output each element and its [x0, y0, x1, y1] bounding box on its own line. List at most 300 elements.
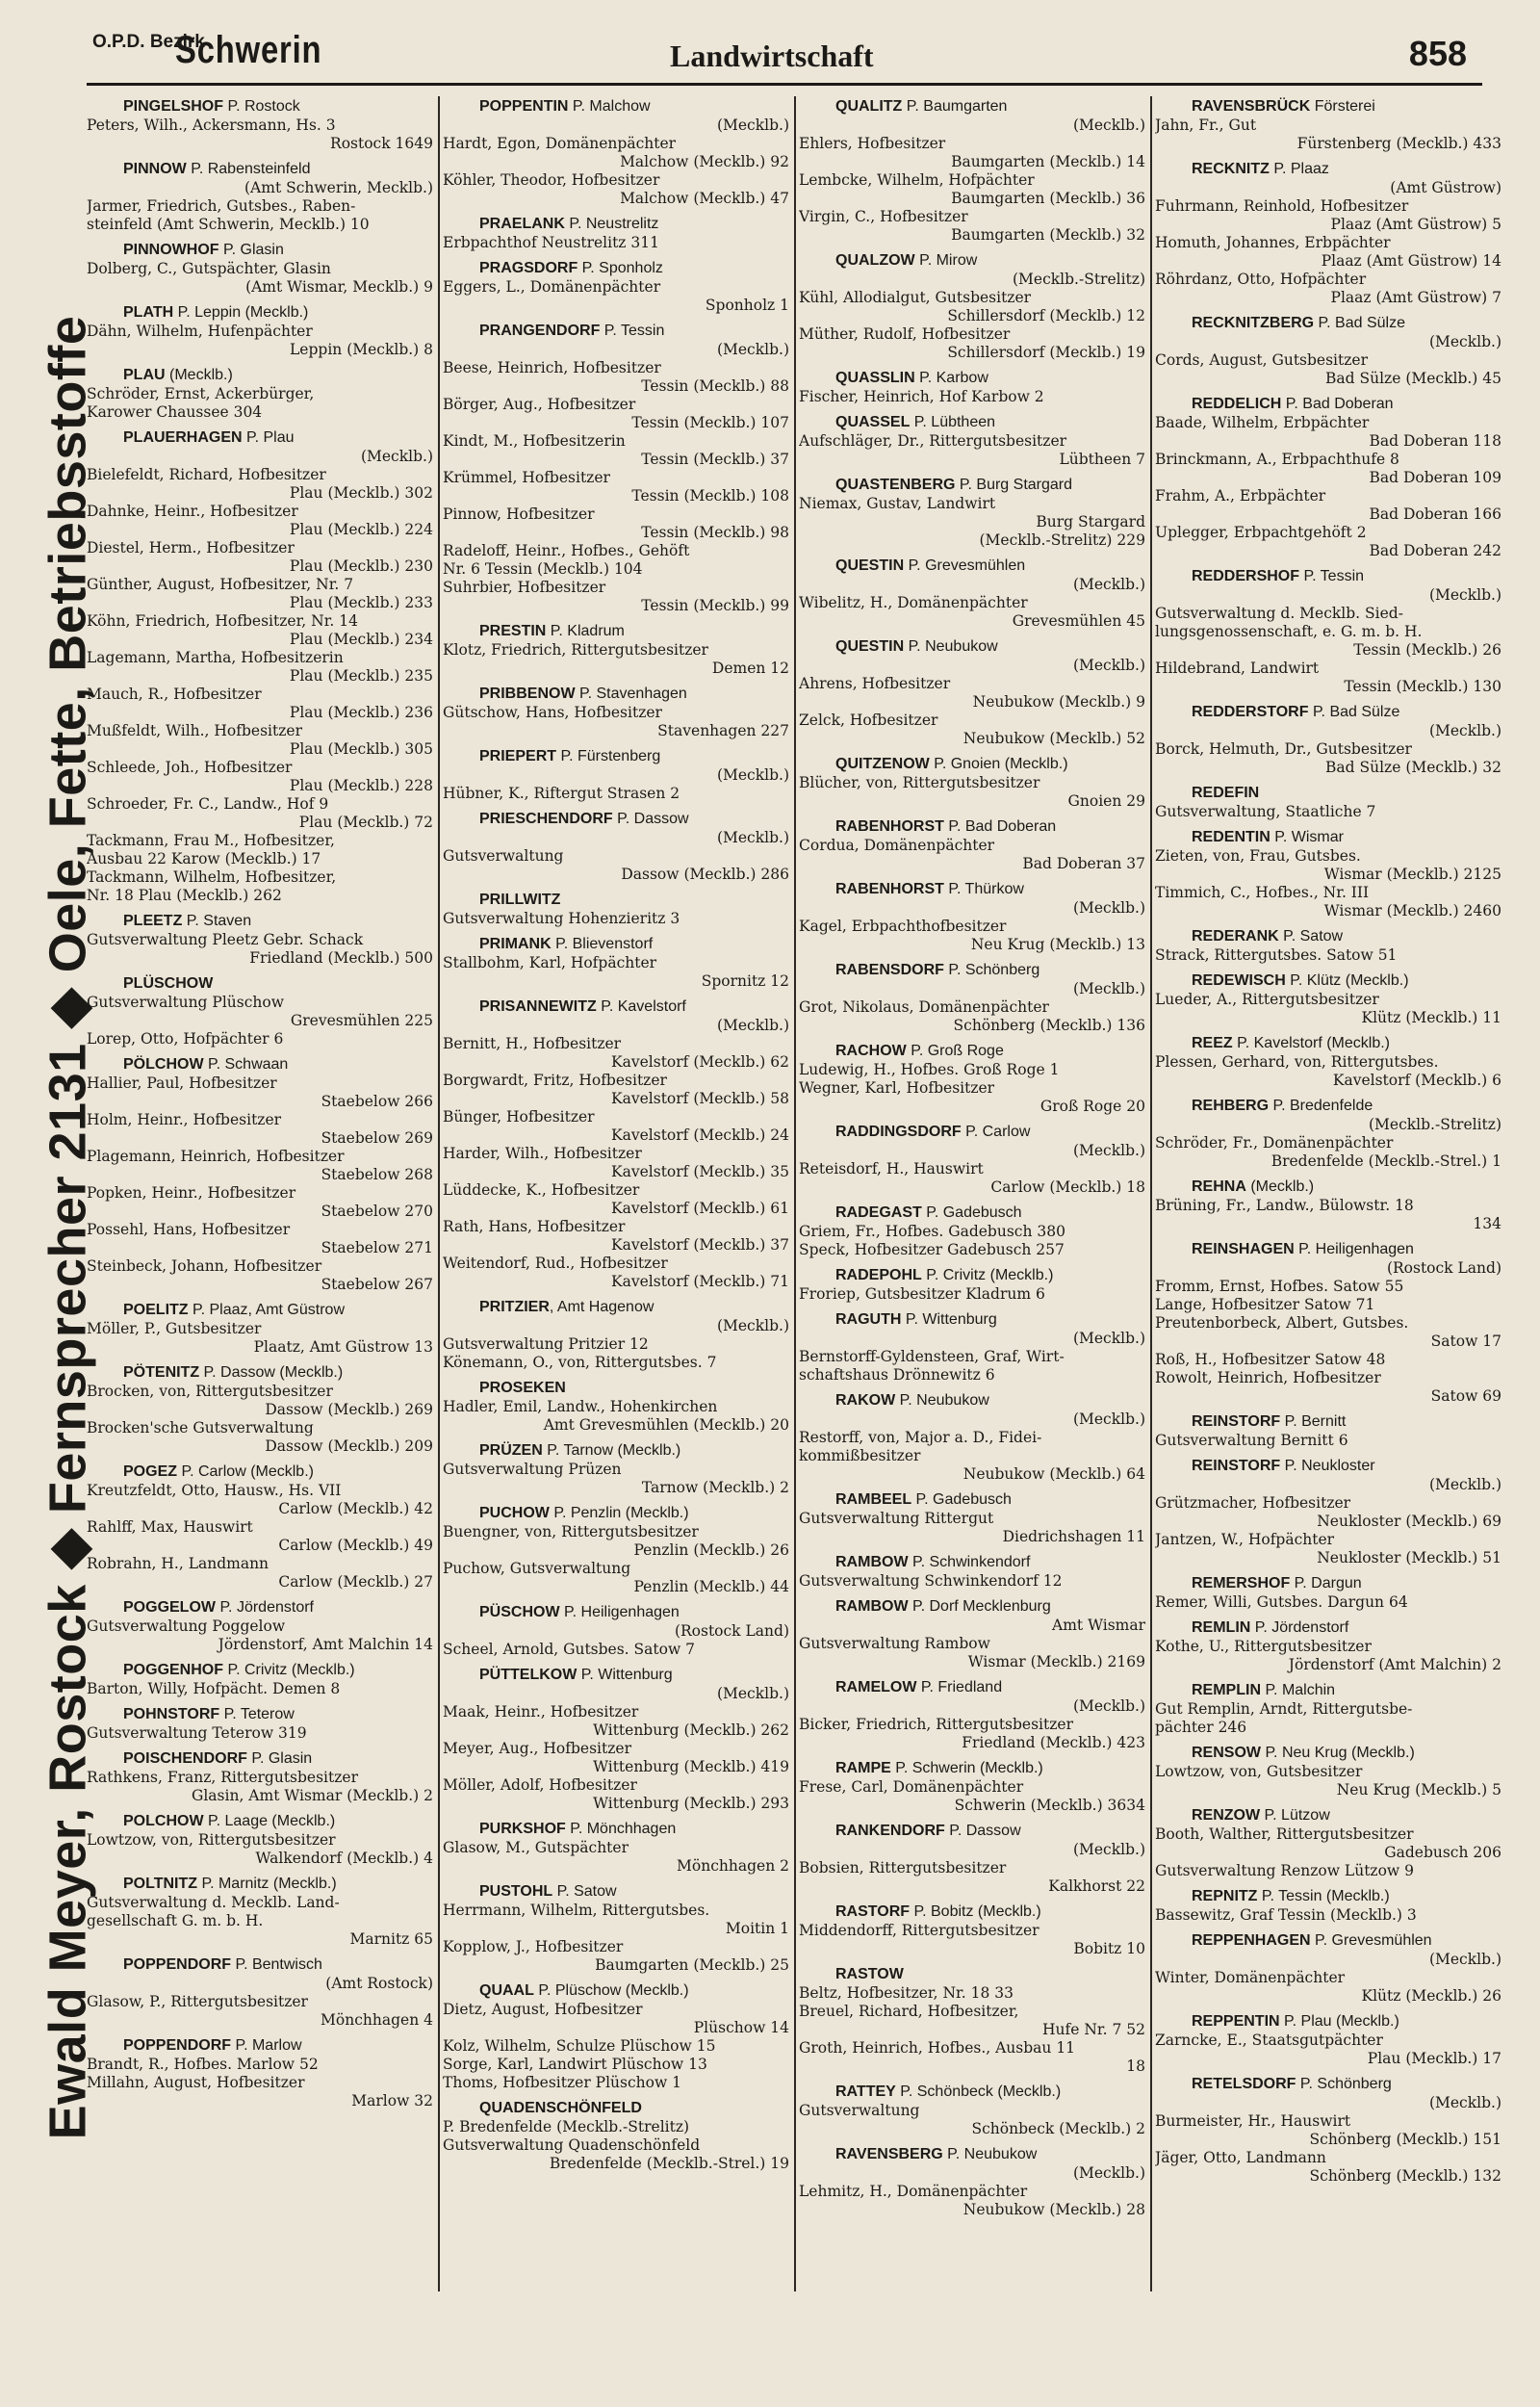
entry-line: Brinckmann, A., Erbpachthufe 8 [1155, 451, 1399, 468]
place-heading [1155, 827, 1502, 847]
entry-line: 18 [1126, 2058, 1145, 2075]
column-4 [1155, 96, 1502, 2301]
entry-line: Schröder, Fr., Domänenpächter [1155, 1134, 1394, 1152]
entry-line: (Mecklb.) [1072, 980, 1145, 997]
entry-line: Baumgarten (Mecklb.) 14 [951, 153, 1145, 170]
entry-line: Neu Krug (Mecklb.) 13 [970, 936, 1145, 953]
entry-line: Carlow (Mecklb.) 18 [990, 1178, 1145, 1196]
place-name: PRÜZEN [479, 1442, 543, 1459]
entry-line: Staebelow 270 [321, 1203, 433, 1220]
entry-line: Kavelstorf (Mecklb.) 71 [611, 1273, 789, 1290]
place-heading [799, 1677, 1145, 1697]
entry-line: Bad Doberan 118 [1369, 432, 1502, 450]
place-heading [799, 1122, 1145, 1142]
directory-entry [1155, 783, 1502, 821]
entry-line: Dietz, August, Hofbesitzer [443, 2001, 643, 2018]
place-heading [87, 96, 433, 116]
post-office: P. Bernitt [1280, 1413, 1347, 1430]
entry-line: Herrmann, Wilhelm, Rittergutsbes. [443, 1902, 710, 1919]
entry-line: Gutsverwaltung Hohenzieritz 3 [443, 910, 680, 927]
entry-line: steinfeld (Amt Schwerin, Mecklb.) 10 [87, 216, 370, 233]
place-name: REDEWISCH [1192, 972, 1286, 989]
post-office: P. Friedland [916, 1679, 1003, 1695]
post-office: P. Neu Krug (Mecklb.) [1261, 1745, 1415, 1761]
section-title: Landwirtschaft [670, 39, 874, 73]
place-name: RASTORF [835, 1903, 911, 1920]
directory-entry [443, 1819, 789, 1876]
entry-line: Mönchhagen 4 [321, 2011, 433, 2029]
entry-line: (Mecklb.) [1072, 2164, 1145, 2182]
post-office: P. Burg Stargard [955, 477, 1073, 493]
place-heading [1155, 159, 1502, 179]
directory-entry [87, 365, 433, 422]
entry-line: Plaaz (Amt Güstrow) 14 [1321, 252, 1502, 270]
place-heading [1155, 1743, 1502, 1763]
entry-line: Tessin (Mecklb.) 37 [641, 451, 789, 468]
post-office: P. Plaaz [1269, 161, 1329, 177]
place-name: PRIEPERT [479, 748, 557, 764]
place-heading [87, 1300, 433, 1320]
post-office: P. Jördenstorf [1250, 1619, 1349, 1636]
place-heading [799, 879, 1145, 899]
entry-line: Lange, Hofbesitzer Satow 71 [1155, 1296, 1375, 1313]
post-office: P. Lübtheen [910, 414, 996, 430]
place-heading [87, 1874, 433, 1894]
post-office: P. Bad Doberan [1281, 396, 1394, 412]
entry-line: Griem, Fr., Hofbes. Gadebusch 380 [799, 1223, 1065, 1240]
entry-line: Friedland (Mecklb.) 500 [249, 949, 433, 967]
post-office: P. Tarnow (Mecklb.) [542, 1442, 681, 1459]
directory-entry [1155, 1573, 1502, 1612]
post-office: P. Schwerin (Mecklb.) [890, 1760, 1043, 1776]
entry-line: Gutsverwaltung Pritzier 12 [443, 1335, 649, 1353]
entry-line: Weitendorf, Rud., Hofbesitzer [443, 1255, 668, 1272]
place-name: QUASSEL [835, 414, 911, 430]
entry-line: Nr. 6 Tessin (Mecklb.) 104 [443, 560, 643, 578]
post-office: P. Tessin (Mecklb.) [1257, 1888, 1390, 1904]
entry-line: (Rostock Land) [674, 1622, 789, 1640]
entry-line: Beltz, Hofbesitzer, Nr. 18 33 [799, 1984, 1014, 2002]
directory-entry [87, 1704, 433, 1743]
place-heading [799, 1596, 1145, 1617]
directory-entry [1155, 926, 1502, 965]
entry-line: (Mecklb.) [716, 1317, 789, 1334]
place-heading [1155, 394, 1502, 414]
place-name: POISCHENDORF [123, 1750, 247, 1767]
place-name: PRILLWITZ [479, 892, 561, 908]
post-office: P. Staven [182, 913, 252, 929]
entry-line: (Mecklb.) [1072, 657, 1145, 674]
entry-line: Jantzen, W., Hofpächter [1155, 1531, 1335, 1548]
entry-line: Middendorff, Rittergutsbesitzer [799, 1922, 1040, 1939]
entry-line: Gutsverwaltung d. Mecklb. Sied- [1155, 605, 1403, 622]
place-heading [799, 475, 1145, 495]
entry-line: Bernitt, H., Hofbesitzer [443, 1035, 622, 1052]
post-office: P. Sponholz [578, 260, 663, 276]
place-heading [1155, 2011, 1502, 2032]
directory-entry [87, 1811, 433, 1868]
entry-line: Brocken'sche Gutsverwaltung [87, 1419, 314, 1436]
place-name: PLEETZ [123, 913, 183, 929]
post-office: P. Wismar [1270, 829, 1344, 845]
place-heading [87, 365, 433, 385]
place-name: REDDERSTORF [1192, 704, 1309, 720]
entry-line: Plau (Mecklb.) 302 [289, 484, 433, 502]
place-name: QUESTIN [835, 638, 905, 655]
entry-line: Plaaz (Amt Güstrow) 7 [1330, 289, 1502, 306]
entry-line: Jahn, Fr., Gut [1155, 116, 1257, 134]
post-office: P. Carlow (Mecklb.) [177, 1463, 314, 1480]
directory-entry [87, 973, 433, 1048]
post-office: (Mecklb.) [165, 367, 233, 383]
entry-line: Carlow (Mecklb.) 49 [278, 1537, 433, 1554]
entry-line: Bernstorff-Gyldensteen, Graf, Wirt- [799, 1348, 1065, 1365]
column-1 [87, 96, 433, 2301]
directory-entry [443, 214, 789, 252]
entry-line: Wibelitz, H., Domänenpächter [799, 594, 1028, 611]
place-heading [443, 214, 789, 234]
place-name: POPPENDORF [123, 1956, 232, 1973]
place-heading [1155, 1033, 1502, 1053]
entry-line: Bad Doberan 242 [1369, 542, 1502, 559]
entry-line: Möller, Adolf, Hofbesitzer [443, 1776, 637, 1794]
column-divider [794, 96, 796, 2291]
place-heading [443, 258, 789, 278]
post-office: P. Fürstenberg [556, 748, 661, 764]
place-heading [443, 996, 789, 1017]
entry-line: (Mecklb.) [716, 116, 789, 134]
post-office: P. Satow [552, 1883, 617, 1900]
entry-line: Glasin, Amt Wismar (Mecklb.) 2 [191, 1787, 433, 1804]
page-number: 858 [1408, 34, 1467, 73]
place-name: REINSHAGEN [1192, 1241, 1295, 1257]
entry-line: Gutsverwaltung Schwinkendorf 12 [799, 1572, 1063, 1590]
entry-line: Plau (Mecklb.) 17 [1367, 2050, 1502, 2067]
place-heading [87, 240, 433, 260]
directory-entry [799, 475, 1145, 550]
directory-entry [799, 1758, 1145, 1815]
post-office: P. Leppin (Mecklb.) [173, 304, 309, 321]
place-heading [799, 1758, 1145, 1778]
entry-line: Lembcke, Wilhelm, Hofpächter [799, 171, 1035, 189]
entry-line: Carlow (Mecklb.) 42 [278, 1500, 433, 1517]
place-name: PRAGSDORF [479, 260, 578, 276]
place-name: RABENSDORF [835, 962, 944, 978]
place-heading [1155, 971, 1502, 991]
entry-line: Lueder, A., Rittergutsbesitzer [1155, 991, 1379, 1008]
entry-line: Lowtzow, von, Rittergutsbesitzer [87, 1831, 336, 1849]
entry-line: Rathkens, Franz, Rittergutsbesitzer [87, 1769, 358, 1786]
entry-line: Aufschläger, Dr., Rittergutsbesitzer [799, 432, 1067, 450]
place-name: POGGELOW [123, 1599, 216, 1616]
entry-line: (Amt Wismar, Mecklb.) 9 [245, 278, 433, 296]
post-office: P. Wittenburg [577, 1667, 673, 1683]
post-office: P. Groß Roge [906, 1043, 1004, 1059]
entry-line: Neu Krug (Mecklb.) 5 [1336, 1781, 1502, 1799]
place-name: RADDINGSDORF [835, 1124, 962, 1140]
entry-line: Satow 69 [1430, 1387, 1502, 1405]
place-name: REINSTORF [1192, 1458, 1281, 1474]
post-office: P. Carlow [961, 1124, 1031, 1140]
post-office: P. Glasin [246, 1750, 313, 1767]
entry-line: Bad Sülze (Mecklb.) 32 [1325, 759, 1502, 776]
place-name: PINGELSHOF [123, 98, 224, 115]
place-heading [443, 684, 789, 704]
entry-line: Lorep, Otto, Hofpächter 6 [87, 1030, 284, 1048]
directory-entry [1155, 1239, 1502, 1406]
entry-line: Kavelstorf (Mecklb.) 6 [1332, 1072, 1502, 1089]
directory-entry [87, 1362, 433, 1456]
post-office: P. Grevesmühlen [1310, 1932, 1432, 1949]
place-name: RATTEY [835, 2083, 896, 2100]
entry-line: (Mecklb.) [716, 341, 789, 358]
place-name: PLATH [123, 304, 174, 321]
entry-line: Amt Wismar [1052, 1617, 1145, 1634]
entry-line: Peters, Wilh., Ackersmann, Hs. 3 [87, 116, 336, 134]
entry-line: Amt Grevesmühlen (Mecklb.) 20 [543, 1416, 789, 1434]
place-heading [799, 96, 1145, 116]
directory-entry [443, 1297, 789, 1372]
entry-line: Neukloster (Mecklb.) 51 [1317, 1549, 1502, 1566]
place-name: RAMBOW [835, 1598, 909, 1615]
post-office: P. Jördenstorf [216, 1599, 314, 1616]
entry-line: (Rostock Land) [1386, 1259, 1502, 1277]
entry-line: Plau (Mecklb.) 305 [289, 740, 433, 758]
place-name: RAMBOW [835, 1554, 909, 1570]
place-heading [1155, 1456, 1502, 1476]
entry-line: Röhrdanz, Otto, Hofpächter [1155, 271, 1367, 288]
directory-entry [799, 1203, 1145, 1259]
entry-line: Schönberg (Mecklb.) 132 [1309, 2167, 1502, 2185]
entry-line: Walkendorf (Mecklb.) 4 [255, 1850, 433, 1867]
entry-line: Ahrens, Hofbesitzer [799, 675, 951, 692]
post-office: P. Grevesmühlen [904, 557, 1026, 574]
place-heading [799, 250, 1145, 271]
entry-line: Ausbau 22 Karow (Mecklb.) 17 [87, 850, 321, 867]
place-name: POPPENTIN [479, 98, 569, 115]
directory-entry [443, 890, 789, 928]
entry-line: Gutsverwaltung Plüschow [87, 994, 284, 1011]
entry-line: Lowtzow, von, Gutsbesitzer [1155, 1763, 1363, 1780]
entry-line: Zieten, von, Frau, Gutsbes. [1155, 847, 1361, 865]
entry-line: Kavelstorf (Mecklb.) 35 [611, 1163, 789, 1180]
place-heading [443, 1378, 789, 1398]
entry-line: Hardt, Egon, Domänenpächter [443, 135, 677, 152]
post-office: P. Laage (Mecklb.) [203, 1813, 336, 1829]
entry-line: P. Bredenfelde (Mecklb.-Strelitz) [443, 2118, 690, 2135]
directory-entry [1155, 313, 1502, 388]
entry-line: Barton, Willy, Hofpächt. Demen 8 [87, 1680, 341, 1697]
entry-line: Bielefeldt, Richard, Hofbesitzer [87, 466, 326, 483]
place-name: PLAUERHAGEN [123, 429, 243, 446]
place-heading [1155, 96, 1502, 116]
place-name: POELITZ [123, 1302, 189, 1318]
place-name: PRIESCHENDORF [479, 811, 613, 827]
entry-line: Klütz (Mecklb.) 26 [1361, 1987, 1502, 2005]
entry-line: Bredenfelde (Mecklb.-Strel.) 19 [549, 2155, 789, 2172]
entry-line: Restorff, von, Major a. D., Fidei- [799, 1429, 1042, 1446]
place-heading [799, 1489, 1145, 1510]
place-name: PUSTOHL [479, 1883, 553, 1900]
place-name: PRIBBENOW [479, 686, 576, 702]
entry-line: Dassow (Mecklb.) 286 [621, 866, 789, 883]
entry-line: (Amt Güstrow) [1390, 179, 1502, 196]
entry-line: Cordua, Domänenpächter [799, 837, 995, 854]
entry-line: Kindt, M., Hofbesitzerin [443, 432, 626, 450]
entry-line: Köhn, Friedrich, Hofbesitzer, Nr. 14 [87, 612, 358, 630]
directory-entry [443, 1881, 789, 1975]
place-heading [87, 1748, 433, 1769]
post-office: P. Malchin [1261, 1682, 1336, 1698]
entry-line: Blücher, von, Rittergutsbesitzer [799, 774, 1040, 791]
entry-line: Diedrichshagen 11 [1002, 1528, 1145, 1545]
directory-entry [443, 321, 789, 615]
entry-line: Grevesmühlen 225 [290, 1012, 433, 1029]
entry-line: Könemann, O., von, Rittergutsbes. 7 [443, 1354, 717, 1371]
place-name: RAVENSBRÜCK [1192, 98, 1311, 115]
directory-entry [799, 2144, 1145, 2219]
entry-line: Plagemann, Heinrich, Hofbesitzer [87, 1148, 345, 1165]
place-heading [799, 1265, 1145, 1285]
place-name: RAKOW [835, 1392, 896, 1409]
place-heading [799, 1821, 1145, 1841]
entry-line: Bad Doberan 109 [1369, 469, 1502, 486]
entry-line: Plaatz, Amt Güstrow 13 [253, 1338, 433, 1356]
entry-line: Suhrbier, Hofbesitzer [443, 579, 606, 596]
entry-line: Plau (Mecklb.) 233 [289, 594, 433, 611]
entry-line: gesellschaft G. m. b. H. [87, 1912, 264, 1929]
place-name: REEZ [1192, 1035, 1233, 1051]
place-name: QUASSLIN [835, 370, 915, 386]
post-office: P. Dassow [612, 811, 689, 827]
entry-line: Marnitz 65 [349, 1930, 433, 1948]
entry-line: Timmich, C., Hofbes., Nr. III [1155, 884, 1370, 901]
entry-line: Tessin (Mecklb.) 88 [641, 377, 789, 395]
post-office: (Mecklb.) [1245, 1178, 1315, 1195]
entry-line: Bünger, Hofbesitzer [443, 1108, 595, 1126]
post-office: P. Tessin [1299, 568, 1365, 584]
place-heading [443, 321, 789, 341]
entry-line: Leppin (Mecklb.) 8 [290, 341, 433, 358]
place-name: RADEPOHL [835, 1267, 922, 1283]
post-office: P. Gnoien (Mecklb.) [929, 756, 1068, 772]
entry-line: Kavelstorf (Mecklb.) 61 [611, 1200, 789, 1217]
post-office: Försterei [1310, 98, 1375, 115]
place-name: POGGENHOF [123, 1662, 224, 1678]
entry-line: Kühl, Allodialgut, Gutsbesitzer [799, 289, 1032, 306]
place-name: REHBERG [1192, 1098, 1270, 1114]
entry-line: Lagemann, Martha, Hofbesitzerin [87, 649, 344, 666]
directory-entry [1155, 1886, 1502, 1925]
entry-line: Bad Sülze (Mecklb.) 45 [1325, 370, 1502, 387]
directory-columns [87, 96, 1540, 2301]
place-heading [87, 973, 433, 994]
entry-line: Buengner, von, Rittergutsbesitzer [443, 1523, 699, 1540]
entry-line: Gutsverwaltung Rambow [799, 1635, 990, 1652]
directory-entry [1155, 1930, 1502, 2006]
entry-line: Bobsien, Rittergutsbesitzer [799, 1859, 1007, 1876]
entry-line: Meyer, Aug., Hofbesitzer [443, 1740, 631, 1757]
entry-line: Millahn, August, Hofbesitzer [87, 2074, 305, 2091]
entry-line: Lüddecke, K., Hofbesitzer [443, 1181, 640, 1199]
entry-line: Staebelow 267 [321, 1276, 433, 1293]
entry-line: Tarnow (Mecklb.) 2 [641, 1479, 789, 1496]
directory-entry [1155, 1743, 1502, 1799]
place-name: REPPENTIN [1192, 2013, 1280, 2030]
entry-line: Wismar (Mecklb.) 2125 [1323, 866, 1502, 883]
entry-line: Fromm, Ernst, Hofbes. Satow 55 [1155, 1278, 1404, 1295]
directory-entry [443, 1602, 789, 1659]
place-name: RECKNITZ [1192, 161, 1270, 177]
entry-line: Bad Doberan 166 [1369, 505, 1502, 523]
post-office: P. Schwinkendorf [908, 1554, 1031, 1570]
directory-entry [87, 240, 433, 297]
place-heading [87, 1704, 433, 1724]
entry-line: Beese, Heinrich, Hofbesitzer [443, 359, 661, 376]
post-office: P. Mönchhagen [565, 1821, 677, 1837]
entry-line: Thoms, Hofbesitzer Plüschow 1 [443, 2074, 682, 2091]
directory-entry [443, 746, 789, 803]
post-office: P. Neustrelitz [564, 216, 659, 232]
entry-line: Fuhrmann, Reinhold, Hofbesitzer [1155, 197, 1409, 215]
post-office: P. Bad Sülze [1314, 315, 1405, 331]
directory-entry [87, 1660, 433, 1698]
place-heading [443, 890, 789, 910]
directory-entry [799, 1309, 1145, 1385]
post-office: P. Bobitz (Mecklb.) [910, 1903, 1041, 1920]
place-name: POLCHOW [123, 1813, 204, 1829]
entry-line: Niemax, Gustav, Landwirt [799, 495, 996, 512]
place-name: RAMPE [835, 1760, 891, 1776]
post-office: P. Kavelstorf (Mecklb.) [1232, 1035, 1390, 1051]
post-office: P. Gadebusch [921, 1204, 1022, 1221]
entry-line: Wittenburg (Mecklb.) 262 [593, 1721, 789, 1739]
entry-line: (Mecklb.) [1072, 116, 1145, 134]
directory-entry [799, 816, 1145, 873]
post-office: P. Bad Doberan [943, 818, 1057, 835]
post-office: P. Dorf Mecklenburg [908, 1598, 1051, 1615]
entry-line: (Mecklb.-Strelitz) [1013, 271, 1145, 288]
entry-line: Grevesmühlen 45 [1012, 612, 1145, 630]
entry-line: Hildebrand, Landwirt [1155, 660, 1320, 677]
place-heading [443, 2098, 789, 2118]
place-heading [1155, 783, 1502, 803]
directory-entry [87, 1300, 433, 1357]
post-office: P. Bad Sülze [1308, 704, 1400, 720]
entry-line: Borck, Helmuth, Dr., Gutsbesitzer [1155, 740, 1412, 758]
place-heading [1155, 1573, 1502, 1593]
post-office: P. Schwaan [203, 1056, 289, 1073]
post-office: P. Blievenstorf [551, 936, 654, 952]
entry-line: Schroeder, Fr. C., Landw., Hof 9 [87, 795, 329, 813]
place-name: REHNA [1192, 1178, 1246, 1195]
post-office: P. Neubukow [904, 638, 998, 655]
place-name: REMLIN [1192, 1619, 1251, 1636]
entry-line: Kopplow, J., Hofbesitzer [443, 1938, 624, 1955]
place-heading [1155, 1886, 1502, 1906]
place-name: REDENTIN [1192, 829, 1270, 845]
entry-line: Gadebusch 206 [1384, 1844, 1502, 1861]
place-name: RAGUTH [835, 1311, 902, 1328]
place-heading [799, 1203, 1145, 1223]
directory-entry [799, 1596, 1145, 1671]
directory-entry [87, 96, 433, 153]
entry-line: Schönbeck (Mecklb.) 2 [971, 2120, 1145, 2137]
entry-line: Dähn, Wilhelm, Hufenpächter [87, 323, 313, 340]
place-heading [443, 621, 789, 641]
directory-entry [443, 934, 789, 991]
district-name: Schwerin [175, 29, 322, 71]
